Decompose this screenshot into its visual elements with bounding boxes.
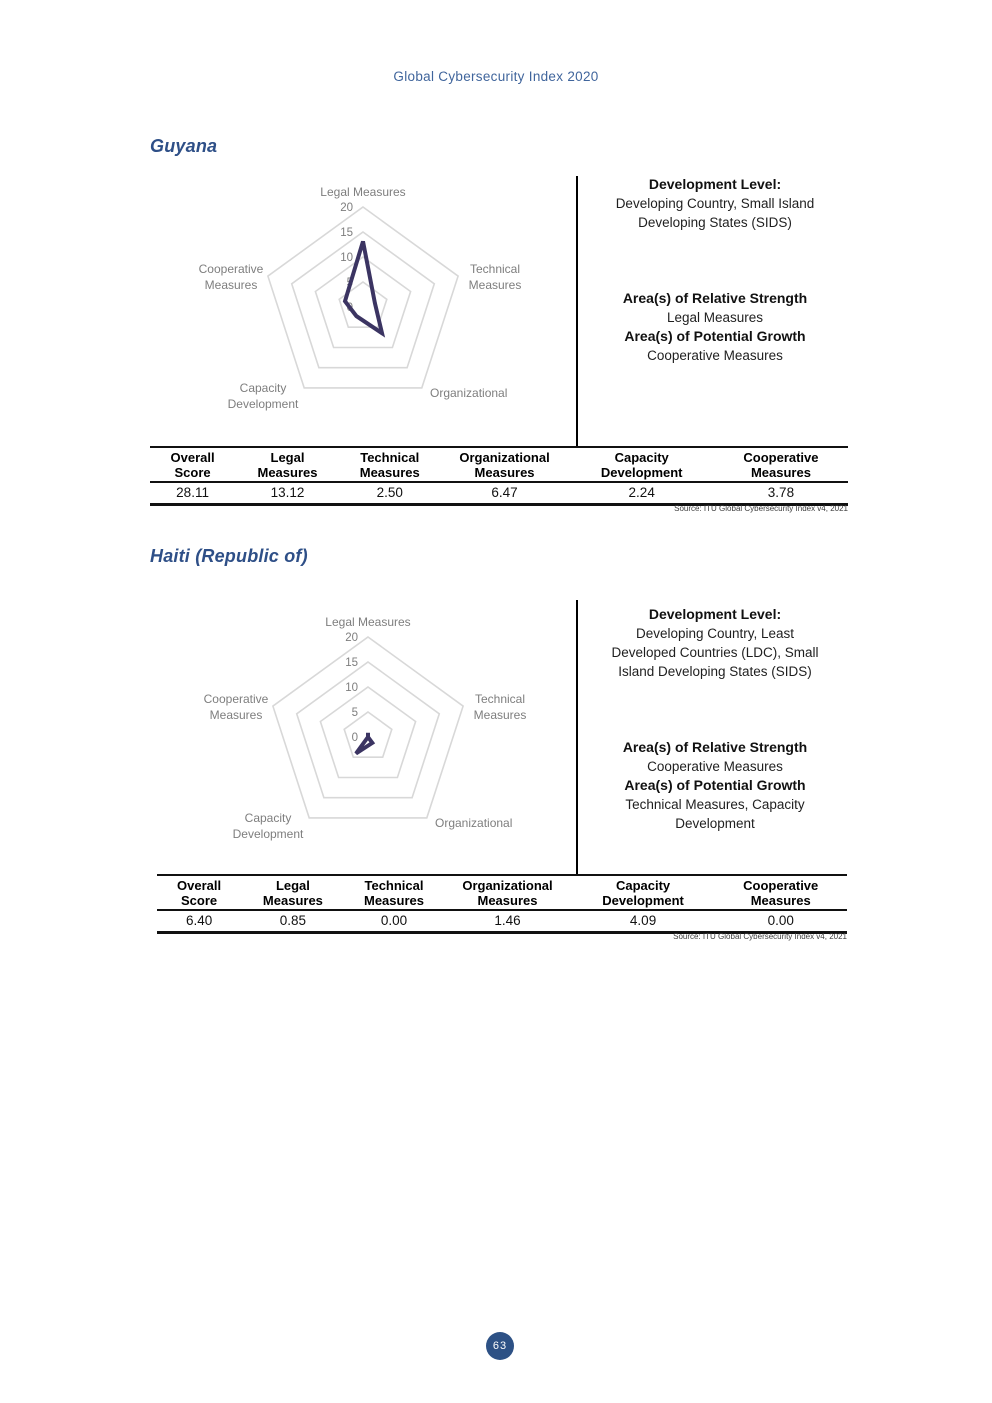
radar-axis-label: Organizational bbox=[430, 386, 508, 400]
radar-axis-label: Cooperative bbox=[198, 262, 264, 276]
table-value: 0.00 bbox=[380, 913, 408, 928]
table-value: 0.00 bbox=[767, 913, 794, 928]
potential-growth-value bbox=[584, 346, 846, 365]
column-header: Technical Measures bbox=[364, 878, 424, 908]
column-header: Legal Measures bbox=[262, 878, 323, 908]
page-number-badge: 63 bbox=[486, 1332, 514, 1360]
text-line: Cooperative Measures bbox=[647, 348, 783, 363]
radar-axis-label: Organizational bbox=[435, 816, 513, 830]
radar-tick-label: 20 bbox=[340, 202, 353, 214]
column-header: Cooperative Measures bbox=[743, 450, 819, 480]
radar-axis-label: Measures bbox=[468, 278, 522, 292]
radar-axis-label: Development bbox=[227, 397, 299, 411]
radar-tick-label: 15 bbox=[340, 227, 353, 239]
table-value-row bbox=[150, 483, 848, 503]
table-value: 2.24 bbox=[628, 485, 655, 500]
relative-strength-value bbox=[584, 308, 846, 327]
potential-growth-label: Area(s) of Potential Growth bbox=[624, 777, 806, 793]
radar-grid-ring bbox=[315, 257, 410, 348]
column-header: Capacity Development bbox=[602, 878, 684, 908]
vertical-divider bbox=[576, 176, 578, 446]
table-value: 0.85 bbox=[279, 913, 307, 928]
potential-growth-value bbox=[584, 795, 846, 833]
column-header: Overall Score bbox=[177, 878, 222, 908]
radar-axis-label: Legal Measures bbox=[325, 615, 411, 629]
column-header: Organizational Measures bbox=[462, 878, 553, 908]
score-table bbox=[150, 446, 848, 506]
radar-tick-label: 15 bbox=[345, 657, 358, 669]
potential-growth-label: Area(s) of Potential Growth bbox=[624, 328, 806, 344]
radar-tick-label: 5 bbox=[351, 707, 358, 719]
development-level-label: Development Level: bbox=[648, 606, 782, 622]
radar-data-polygon bbox=[356, 733, 372, 754]
radar-axis-label: Measures bbox=[204, 278, 258, 292]
radar-tick-label: 20 bbox=[345, 632, 358, 644]
column-header: Cooperative Measures bbox=[743, 878, 819, 908]
radar-chart bbox=[153, 608, 583, 858]
text-line: Developing Country, Small Island bbox=[615, 196, 815, 211]
table-value: 6.40 bbox=[185, 913, 213, 928]
radar-tick-label: 0 bbox=[351, 732, 358, 744]
vertical-divider bbox=[576, 600, 578, 874]
table-header-row bbox=[150, 448, 848, 483]
column-header: Overall Score bbox=[170, 450, 215, 480]
table-value: 28.11 bbox=[176, 485, 209, 500]
text-line: Legal Measures bbox=[666, 310, 764, 325]
table-header-row bbox=[157, 876, 847, 911]
table-value: 2.50 bbox=[376, 485, 403, 500]
development-level-value bbox=[584, 194, 846, 232]
table-value-row bbox=[157, 911, 847, 931]
radar-axis-label: Cooperative bbox=[203, 692, 269, 706]
table-value: 1.46 bbox=[494, 913, 521, 928]
text-line: Development bbox=[675, 816, 755, 831]
text-line: Cooperative Measures bbox=[647, 759, 783, 774]
country-heading: Haiti (Republic of) bbox=[150, 546, 308, 566]
radar-tick-label: 10 bbox=[345, 682, 358, 694]
info-panel bbox=[584, 175, 846, 365]
relative-strength-label: Area(s) of Relative Strength bbox=[622, 290, 808, 306]
radar-tick-label: 10 bbox=[340, 252, 353, 264]
source-note: Source: ITU Global Cybersecurity Index v4, 2021 bbox=[674, 504, 848, 513]
radar-tick-label: 5 bbox=[346, 277, 353, 289]
radar-axis-label: Capacity bbox=[239, 381, 287, 395]
radar-axis-label: Capacity bbox=[244, 811, 292, 825]
column-header: Legal Measures bbox=[257, 450, 318, 480]
score-table bbox=[157, 874, 847, 934]
radar-tick-label: 0 bbox=[346, 302, 353, 314]
country-heading: Guyana bbox=[150, 136, 218, 156]
text-line: Island Developing States (SIDS) bbox=[618, 664, 812, 679]
text-line: Developing States (SIDS) bbox=[638, 215, 792, 230]
table-value: 4.09 bbox=[629, 913, 657, 928]
column-header: Technical Measures bbox=[359, 450, 420, 480]
table-value: 6.47 bbox=[491, 485, 518, 500]
table-value: 3.78 bbox=[767, 485, 795, 500]
page-header-title: Global Cybersecurity Index 2020 bbox=[393, 69, 599, 84]
text-line: Technical Measures, Capacity bbox=[625, 797, 805, 812]
radar-axis-label: Technical bbox=[474, 692, 526, 706]
text-line: Developing Country, Least bbox=[635, 626, 795, 641]
radar-axis-label: Technical bbox=[469, 262, 521, 276]
relative-strength-label: Area(s) of Relative Strength bbox=[622, 739, 808, 755]
column-header: Organizational Measures bbox=[459, 450, 550, 480]
relative-strength-value bbox=[584, 757, 846, 776]
source-note: Source: ITU Global Cybersecurity Index v4, 2021 bbox=[673, 932, 847, 941]
radar-axis-label: Legal Measures bbox=[320, 185, 406, 199]
radar-axis-label: Development bbox=[232, 827, 304, 841]
radar-axis-label: Measures bbox=[473, 708, 527, 722]
info-panel bbox=[584, 605, 846, 833]
column-header: Capacity Development bbox=[600, 450, 683, 480]
text-line: Developed Countries (LDC), Small bbox=[611, 645, 819, 660]
development-level-label: Development Level: bbox=[648, 176, 782, 192]
development-level-value bbox=[584, 624, 846, 681]
radar-chart bbox=[148, 178, 578, 428]
radar-grid-ring bbox=[320, 687, 415, 778]
table-value: 13.12 bbox=[270, 485, 305, 500]
radar-axis-label: Measures bbox=[209, 708, 263, 722]
